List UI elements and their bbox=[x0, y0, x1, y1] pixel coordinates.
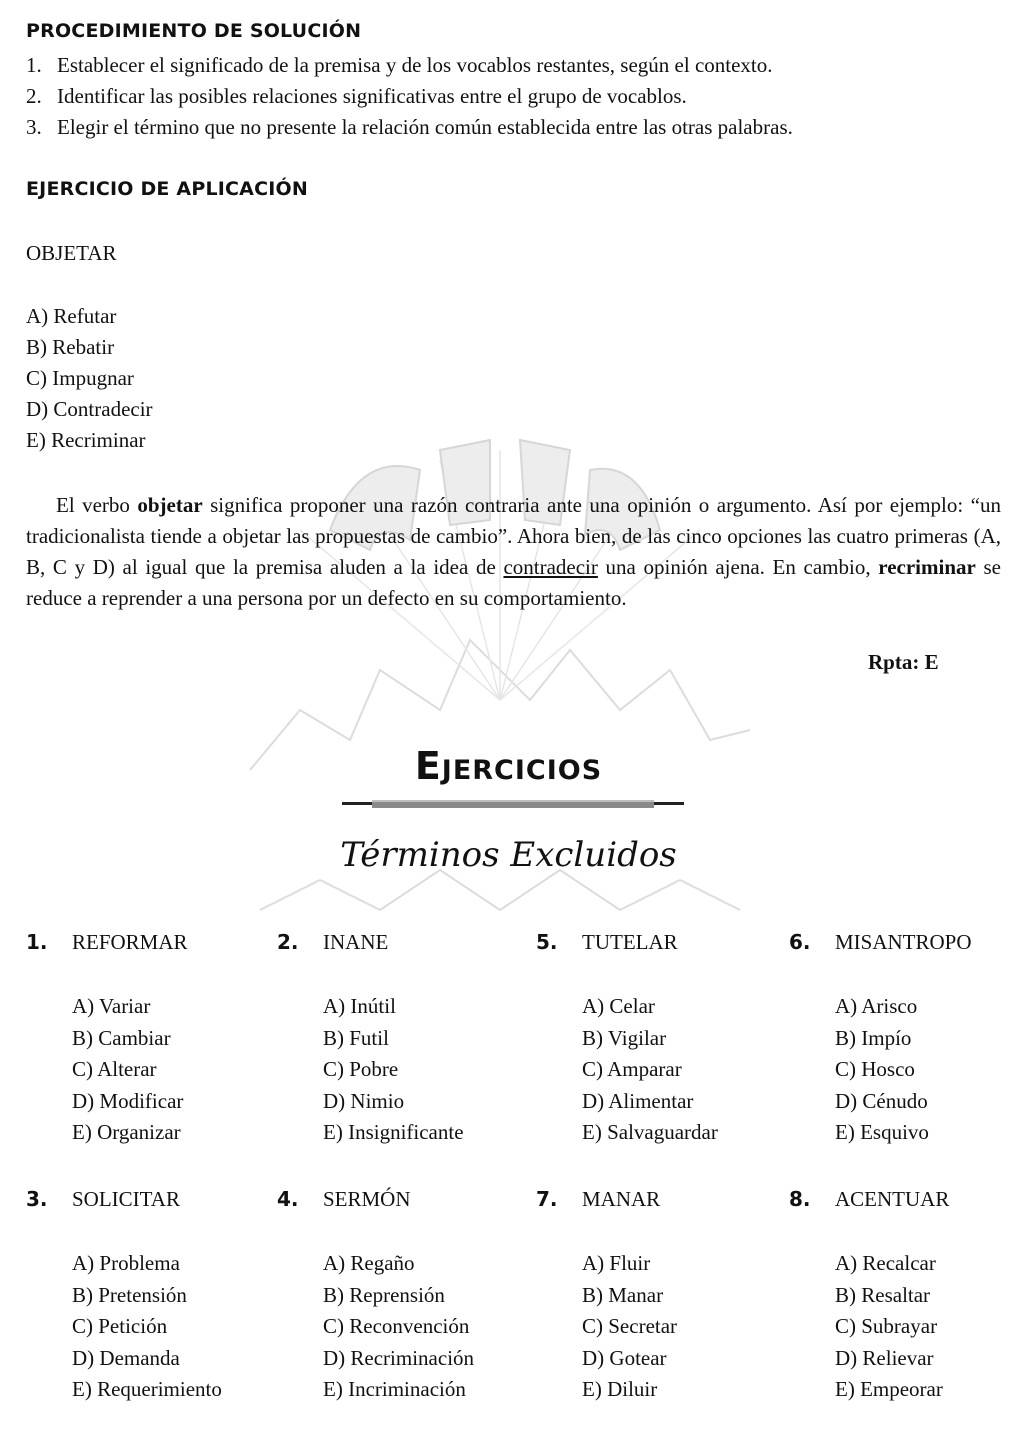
explanation-bold-term: objetar bbox=[137, 493, 203, 517]
option-item: C) Subrayar bbox=[835, 1314, 938, 1338]
exercise-premise: ACENTUAR bbox=[835, 1187, 950, 1211]
exercise-header bbox=[277, 930, 517, 970]
explanation-paragraph bbox=[26, 490, 1001, 614]
explanation-text: se reduce a reprender a una persona por un defecto en su comportamiento. bbox=[26, 555, 1001, 610]
option-item: C) Petición bbox=[72, 1314, 168, 1338]
option-item: D) Recriminación bbox=[323, 1345, 475, 1370]
exercise-options bbox=[323, 994, 517, 1152]
exercise-premise: INANE bbox=[323, 930, 389, 954]
exercise-options bbox=[582, 994, 776, 1152]
option-item: B) Futil bbox=[323, 1025, 389, 1050]
exercise-number: 5. bbox=[536, 930, 558, 954]
option-item: E) Incriminación bbox=[323, 1377, 466, 1401]
step-number: 1. bbox=[26, 53, 42, 77]
option-item: B) Reprensión bbox=[323, 1282, 445, 1307]
option-item: D) Gotear bbox=[582, 1345, 667, 1370]
exercise-header bbox=[789, 1187, 1017, 1227]
option-item: C) Secretar bbox=[582, 1314, 678, 1338]
option-item: A) Inútil bbox=[323, 994, 396, 1018]
option-item: A) Problema bbox=[72, 1251, 180, 1275]
option-item: B) Vigilar bbox=[582, 1025, 667, 1050]
option-item: E) Empeorar bbox=[835, 1377, 943, 1401]
exercise-header bbox=[536, 1187, 776, 1227]
exercise-number: 8. bbox=[789, 1187, 811, 1211]
option-item: E) Requerimiento bbox=[72, 1377, 222, 1401]
step-text: Elegir el término que no presente la relación común establecida entre las otras palabras. bbox=[57, 115, 793, 139]
exercise-premise: MANAR bbox=[582, 1187, 661, 1211]
option-item: A) Fluir bbox=[582, 1251, 651, 1275]
exercise-number: 2. bbox=[277, 930, 299, 954]
option-item: D) Alimentar bbox=[582, 1088, 694, 1113]
option-item: A) Recalcar bbox=[835, 1251, 936, 1275]
banner-rule bbox=[342, 800, 684, 808]
option-item: B) Rebatir bbox=[26, 335, 115, 359]
exercise-header bbox=[26, 930, 266, 970]
step-text: Establecer el significado de la premisa y de los vocablos restantes, según el contexto. bbox=[57, 53, 773, 77]
option-item: A) Arisco bbox=[835, 994, 918, 1018]
exercise-number: 4. bbox=[277, 1187, 299, 1211]
exercise-options bbox=[72, 994, 266, 1152]
exercise-header bbox=[536, 930, 776, 970]
option-item: C) Alterar bbox=[72, 1057, 157, 1081]
step-number: 3. bbox=[26, 115, 42, 139]
procedure-step bbox=[26, 112, 986, 143]
step-number: 2. bbox=[26, 84, 42, 108]
option-item: E) Organizar bbox=[72, 1120, 181, 1144]
option-item: D) Nimio bbox=[323, 1088, 405, 1113]
option-item: E) Esquivo bbox=[835, 1120, 929, 1144]
application-title: EJERCICIO DE APLICACIÓN bbox=[26, 178, 308, 200]
option-item: B) Manar bbox=[582, 1282, 664, 1307]
option-item: A) Celar bbox=[582, 994, 655, 1018]
application-options bbox=[26, 301, 153, 456]
option-item: D) Demanda bbox=[72, 1345, 180, 1370]
option-item: B) Pretensión bbox=[72, 1282, 187, 1307]
exercise-block bbox=[789, 930, 1017, 1152]
exercise-options bbox=[835, 1251, 1017, 1409]
application-premise: OBJETAR bbox=[26, 241, 117, 265]
step-text: Identificar las posibles relaciones significativas entre el grupo de vocablos. bbox=[57, 84, 687, 108]
procedure-step bbox=[26, 81, 986, 112]
exercise-block bbox=[277, 1187, 517, 1409]
option-item: D) Cénudo bbox=[835, 1088, 928, 1113]
exercise-options bbox=[72, 1251, 266, 1409]
exercise-options bbox=[835, 994, 1017, 1152]
option-item: C) Pobre bbox=[323, 1057, 399, 1081]
option-item: A) Refutar bbox=[26, 304, 117, 328]
option-item: E) Recriminar bbox=[26, 428, 146, 452]
exercise-number: 7. bbox=[536, 1187, 558, 1211]
option-item: E) Diluir bbox=[582, 1377, 658, 1401]
explanation-text: significa proponer una razón contraria ante una opinión o argumento. Así por ejemplo: “un tradicionalista tiende a objetar las propuestas de cambio”. Ahora bien, de las cinco opciones las cuatro primeras (A, B, C y D) al igual que la premisa aluden a la idea de bbox=[26, 493, 1001, 579]
exercise-block bbox=[26, 1187, 266, 1409]
option-item: C) Reconvención bbox=[323, 1314, 470, 1338]
exercise-premise: REFORMAR bbox=[72, 930, 188, 954]
exercise-block bbox=[536, 1187, 776, 1409]
procedure-step bbox=[26, 50, 986, 81]
option-item: B) Resaltar bbox=[835, 1282, 931, 1307]
exercise-premise: TUTELAR bbox=[582, 930, 678, 954]
exercise-block bbox=[536, 930, 776, 1152]
banner-subtitle: Términos Excluidos bbox=[340, 835, 677, 875]
option-item: C) Impugnar bbox=[26, 366, 134, 390]
banner-title: Ejercicios bbox=[414, 744, 603, 788]
option-item: D) Relievar bbox=[835, 1345, 934, 1370]
exercise-number: 3. bbox=[26, 1187, 48, 1211]
procedure-title: PROCEDIMIENTO DE SOLUCIÓN bbox=[26, 20, 362, 42]
exercise-premise: SOLICITAR bbox=[72, 1187, 180, 1211]
option-item: D) Contradecir bbox=[26, 397, 153, 421]
explanation-bold-term: recriminar bbox=[878, 555, 976, 579]
option-item: A) Variar bbox=[72, 994, 151, 1018]
exercise-options bbox=[582, 1251, 776, 1409]
option-item: A) Regaño bbox=[323, 1251, 415, 1275]
option-item: B) Impío bbox=[835, 1025, 912, 1050]
exercise-header bbox=[277, 1187, 517, 1227]
exercise-number: 6. bbox=[789, 930, 811, 954]
option-item: C) Amparar bbox=[582, 1057, 682, 1081]
answer-label: Rpta: E bbox=[868, 650, 939, 674]
explanation-text: una opinión ajena. En cambio, bbox=[597, 555, 879, 579]
exercise-header bbox=[789, 930, 1017, 970]
procedure-steps bbox=[26, 50, 986, 143]
exercise-premise: MISANTROPO bbox=[835, 930, 972, 954]
option-item: D) Modificar bbox=[72, 1088, 184, 1113]
explanation-text: El verbo bbox=[56, 493, 138, 517]
exercise-options bbox=[323, 1251, 517, 1409]
exercise-premise: SERMÓN bbox=[323, 1187, 411, 1211]
exercise-block bbox=[277, 930, 517, 1152]
exercise-block bbox=[789, 1187, 1017, 1409]
option-item: C) Hosco bbox=[835, 1057, 915, 1081]
exercise-number: 1. bbox=[26, 930, 48, 954]
explanation-underlined-term: contradecir bbox=[503, 555, 598, 579]
exercise-block bbox=[26, 930, 266, 1152]
option-item: E) Salvaguardar bbox=[582, 1120, 718, 1144]
option-item: B) Cambiar bbox=[72, 1025, 171, 1050]
exercise-header bbox=[26, 1187, 266, 1227]
option-item: E) Insignificante bbox=[323, 1120, 464, 1144]
